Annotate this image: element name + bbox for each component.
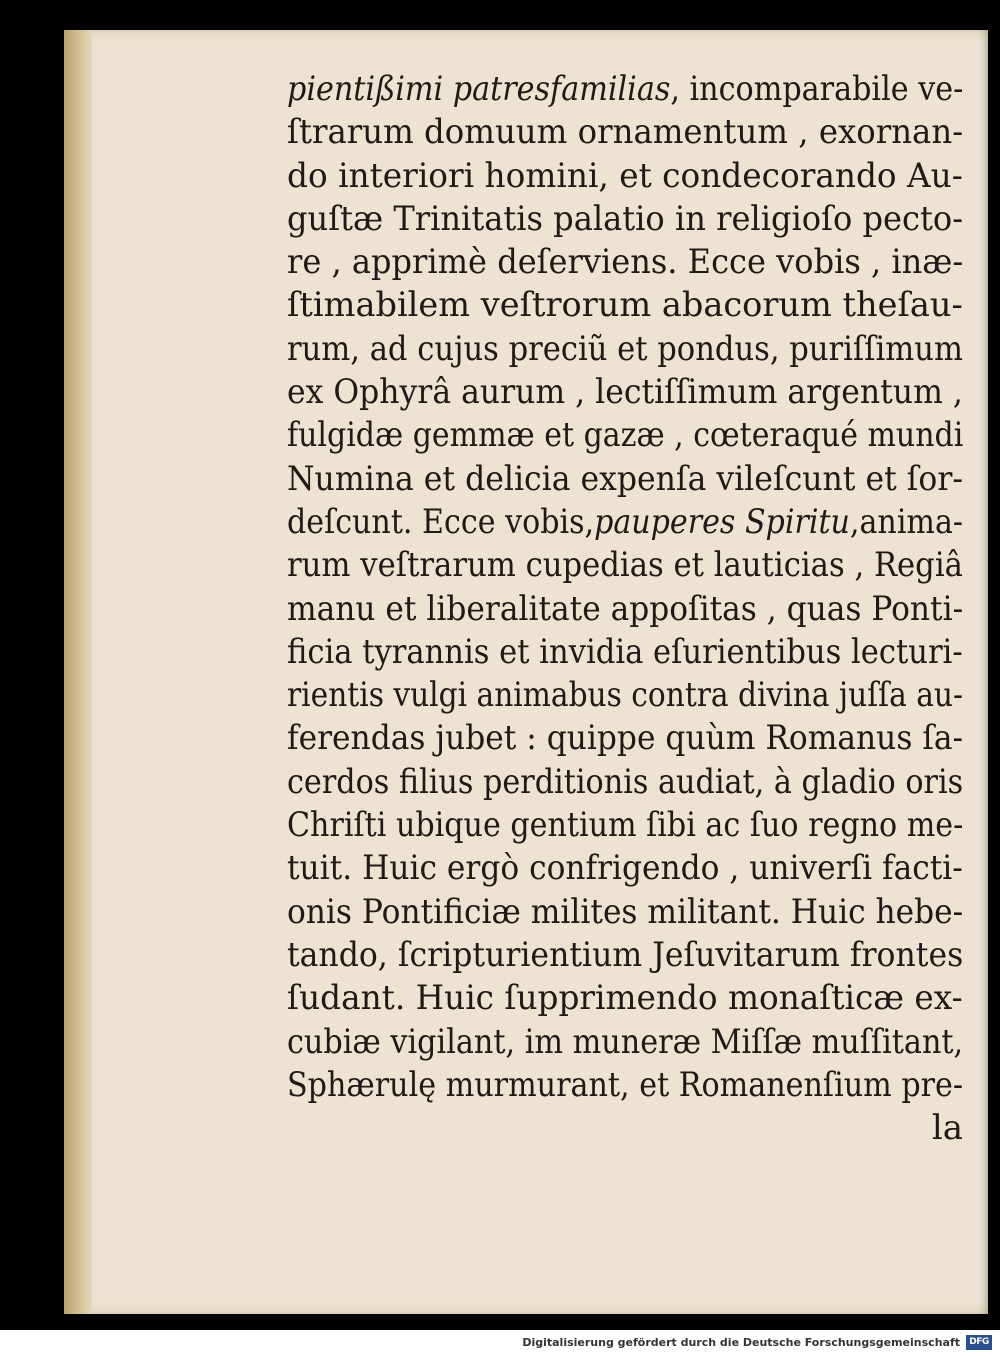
text-line: rum, ad cujus preciũ et pondus, puriſſimum <box>287 328 963 369</box>
footer-credit: Digitalisierung gefördert durch die Deutsche Forschungsgemeinschaft <box>522 1336 960 1349</box>
text-line: rientis vulgi animabus contra divina juſſa au- <box>287 675 964 716</box>
text-line: re , apprimè deſerviens. Ecce vobis , inæ- <box>287 242 964 283</box>
text-line: fulgidæ gemmæ et gazæ , cœteraqué mundi <box>287 415 964 456</box>
page-gutter <box>64 30 92 1314</box>
text-line: Numina et delicia expenſa vileſcunt et ſor- <box>287 458 964 499</box>
italic-phrase: pientißimi patresfamilias <box>287 69 671 109</box>
line-text: , incomparabile ve- <box>670 69 964 109</box>
text-line: tando, ſcripturientium Jeſuvitarum frontes <box>287 934 964 975</box>
text-line: tuit. Huic ergò confrigendo , univerſi facti- <box>287 848 963 889</box>
text-line: ex Ophyrâ aurum , lectiſſimum argentum , <box>287 372 963 413</box>
text-line: guſtæ Trinitatis palatio in religioſo pecto- <box>287 198 964 239</box>
text-line: ficia tyrannis et invidia eſurientibus lecturi- <box>287 631 963 672</box>
line-text: deſcunt. Ecce vobis, <box>287 501 595 542</box>
catchword: la <box>931 1108 963 1149</box>
text-line: onis Pontificiæ milites militant. Huic hebe- <box>287 891 964 932</box>
dfg-logo-icon: DFG <box>966 1335 992 1350</box>
text-line: Sphærulę murmurant, et Romanenſium pre- <box>287 1064 964 1105</box>
page-text <box>287 68 963 1150</box>
line-text: ,anima- <box>849 501 964 542</box>
text-line: cubiæ vigilant, im muneræ Miſſæ muſſitant, <box>287 1021 964 1062</box>
text-line: Chriſti ubique gentium ſibi ac ſuo regno me- <box>287 805 964 846</box>
text-line: ſtimabilem veſtrorum abacorum theſau- <box>287 285 963 326</box>
text-line: ferendas jubet : quippe quùm Romanus ſa- <box>287 718 964 759</box>
text-line <box>287 501 964 544</box>
text-line: cerdos filius perditionis audiat, à gladio oris <box>287 761 964 802</box>
italic-phrase: pauperes Spiritu <box>594 501 850 542</box>
footer-bar <box>0 1330 1000 1357</box>
text-line: ſtrarum domuum ornamentum , exornan- <box>287 112 964 153</box>
text-line: rum veſtrarum cupedias et lauticias , Regiâ <box>287 545 963 586</box>
text-line: manu et liberalitate appoſitas , quas Ponti- <box>287 588 964 629</box>
text-line: ſudant. Huic ſupprimendo monaſticæ ex- <box>287 978 963 1019</box>
text-line <box>287 68 964 111</box>
text-line: do interiori homini, et condecorando Au- <box>287 155 963 196</box>
